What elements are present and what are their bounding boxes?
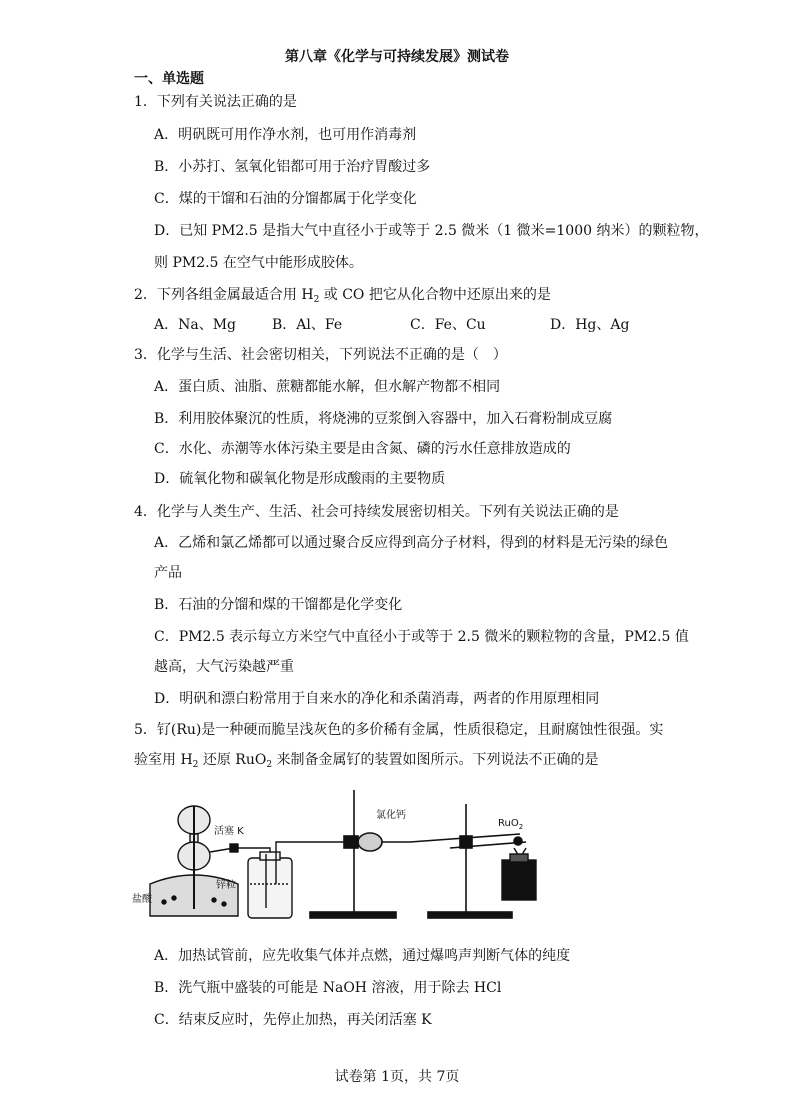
- question-4-option-d: D．明矾和漂白粉常用于自来水的净化和杀菌消毒，两者的作用原理相同: [154, 691, 600, 707]
- question-1-stem: 1．下列有关说法正确的是: [134, 94, 297, 110]
- question-2-option-c: C．Fe、Cu: [410, 317, 486, 333]
- page-title: 第八章《化学与可持续发展》测试卷: [285, 49, 509, 65]
- section-heading: 一、单选题: [134, 71, 204, 87]
- question-2-option-b: B．Al、Fe: [272, 317, 343, 333]
- question-3-stem: 3．化学与生活、社会密切相关，下列说法不正确的是（ ）: [134, 347, 507, 363]
- question-3-option-d: D．硫氧化物和碳氧化物是形成酸雨的主要物质: [154, 471, 446, 487]
- apparatus-figure: [130, 784, 550, 926]
- question-1-option-b: B．小苏打、氢氧化铝都可用于治疗胃酸过多: [154, 159, 431, 175]
- question-3-option-c: C．水化、赤潮等水体污染主要是由含氮、磷的污水任意排放造成的: [154, 441, 571, 457]
- question-4-option-a-cont: 产品: [154, 565, 182, 581]
- question-3-option-a: A．蛋白质、油脂、蔗糖都能水解，但水解产物都不相同: [154, 379, 501, 395]
- question-4-stem: 4．化学与人类生产、生活、社会可持续发展密切相关。下列有关说法正确的是: [134, 504, 619, 520]
- question-5-stem: 5．钌(Ru)是一种硬而脆呈浅灰色的多价稀有金属，性质很稳定，且耐腐蚀性很强。实: [134, 722, 664, 738]
- acid-label: 盐酸: [132, 894, 152, 905]
- question-2-option-a: A．Na、Mg: [154, 317, 237, 333]
- question-5-stem-cont: 验室用 $H_2$ 还原 RuO$_2$ 来制备金属钌的装置如图所示。下列说法不正确的是: [134, 752, 599, 770]
- valve-label: 活塞 K: [214, 826, 244, 837]
- question-4-option-c: C．PM2.5 表示每立方米空气中直径小于或等于 2.5 微米的颗粒物的含量，PM2.5 值: [154, 629, 689, 645]
- ruo2-label: RuO$_2$: [498, 818, 524, 831]
- question-1-option-c: C．煤的干馏和石油的分馏都属于化学变化: [154, 191, 417, 207]
- zinc-label: 锌粒: [216, 880, 236, 891]
- question-5-option-c: C．结束反应时，先停止加热，再关闭活塞 K: [154, 1012, 432, 1028]
- cacl2-label: 氯化钙: [376, 810, 406, 821]
- question-4-option-b: B．石油的分馏和煤的干馏都是化学变化: [154, 597, 403, 613]
- question-3-option-b: B．利用胶体聚沉的性质，将烧沸的豆浆倒入容器中，加入石膏粉制成豆腐: [154, 411, 613, 427]
- question-1-option-d-cont: 则 PM2.5 在空气中能形成胶体。: [154, 255, 363, 271]
- question-1-option-d: D．已知 PM2.5 是指大气中直径小于或等于 2.5 微米（1 微米=1000 纳米）的颗粒物，: [154, 223, 709, 239]
- question-1-option-a: A．明矾既可用作净水剂，也可用作消毒剂: [154, 127, 417, 143]
- question-2-option-d: D．Hg、Ag: [550, 317, 630, 333]
- question-5-option-b: B．洗气瓶中盛装的可能是 NaOH 溶液，用于除去 HCl: [154, 980, 502, 996]
- question-4-option-c-cont: 越高，大气污染越严重: [154, 659, 294, 675]
- page-footer: 试卷第 1页，共 7页: [334, 1069, 460, 1085]
- question-5-option-a: A．加热试管前，应先收集气体并点燃，通过爆鸣声判断气体的纯度: [154, 948, 571, 964]
- question-4-option-a: A．乙烯和氯乙烯都可以通过聚合反应得到高分子材料，得到的材料是无污染的绿色: [154, 535, 669, 551]
- question-2-stem: 2．下列各组金属最适合用 $H_2$ 或 CO 把它从化合物中还原出来的是: [134, 287, 551, 305]
